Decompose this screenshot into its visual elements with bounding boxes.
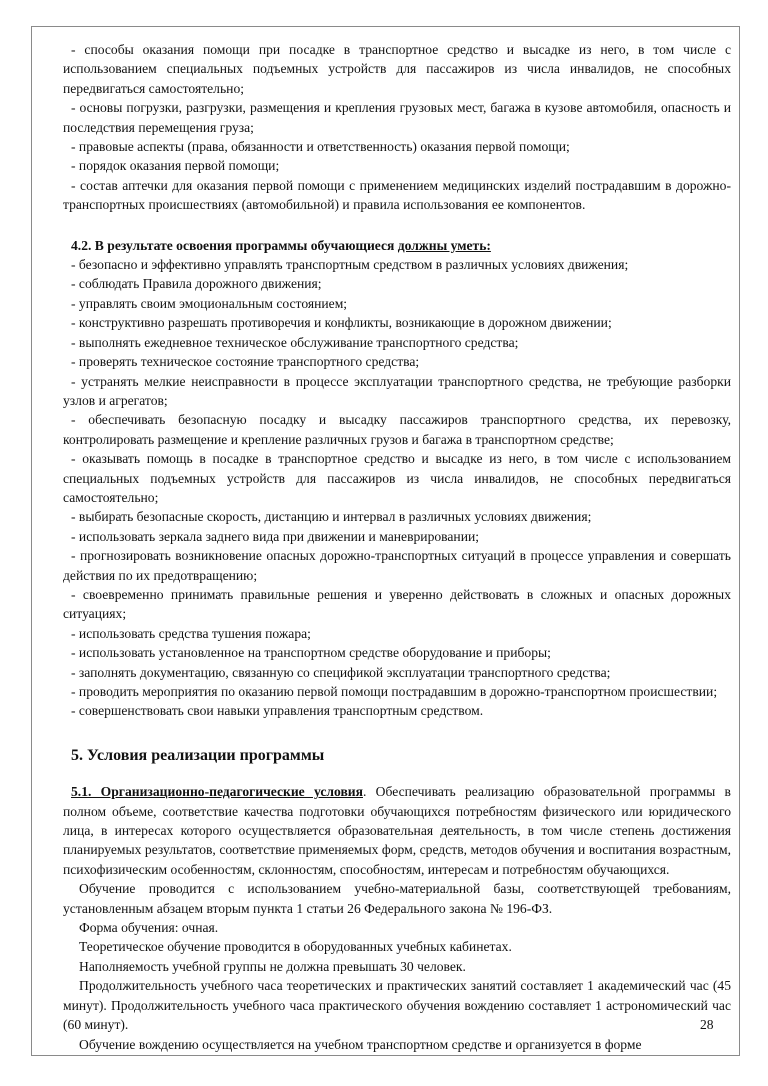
list-item: - правовые аспекты (права, обязанности и ответственность) оказания первой помощи; <box>71 139 570 155</box>
section-5-title: 5. Условия реализации программы <box>71 746 325 764</box>
paragraph: Обучение проводится с использованием учебно-материальной базы, соответствующей требованиям, установленным абзацем вторым пункта 1 статьи 26 Федерального закона № 196-ФЗ. <box>63 881 731 916</box>
list-item: - выполнять ежедневное техническое обслуживание транспортного средства; <box>71 334 519 350</box>
heading-underlined-text: должны уметь: <box>397 237 491 253</box>
list-item: - соблюдать Правила дорожного движения; <box>71 276 322 292</box>
list-item: - совершенствовать свои навыки управления транспортным средством. <box>71 703 484 719</box>
paragraph: Наполняемость учебной группы не должна превышать 30 человек. <box>79 958 466 974</box>
section-5-1-paragraph <box>63 782 731 879</box>
list-item: - заполнять документацию, связанную со спецификой эксплуатации транспортного средства; <box>71 664 611 680</box>
list-item: - управлять своим эмоциональным состоянием; <box>71 295 348 311</box>
document-body <box>63 40 731 1054</box>
list-item: - использовать зеркала заднего вида при движении и маневрировании; <box>71 528 480 544</box>
list-item: - основы погрузки, разгрузки, размещения и крепления грузовых мест, багажа в кузове автомобиля, опасность и последствия перемещения груза; <box>63 100 731 135</box>
paragraph: Теоретическое обучение проводится в оборудованных учебных кабинетах. <box>79 939 512 955</box>
list-item: - своевременно принимать правильные решения и уверенно действовать в сложных и опасных дорожных ситуациях; <box>63 586 731 622</box>
paragraph: Форма обучения: очная. <box>79 920 219 936</box>
page-number: 28 <box>700 1017 714 1032</box>
heading-text: 4.2. В результате освоения программы обучающиеся <box>71 237 398 253</box>
list-item: - обеспечивать безопасную посадку и высадку пассажиров транспортного средства, их перевозку, контролировать размещение и крепление различных грузов и багажа в транспортном средстве; <box>63 412 731 447</box>
list-item: - использовать установленное на транспортном средстве оборудование и приборы; <box>71 645 551 661</box>
list-item: - проверять техническое состояние транспортного средства; <box>71 354 420 370</box>
list-item: - использовать средства тушения пожара; <box>71 625 311 641</box>
list-item: - выбирать безопасные скорость, дистанцию и интервал в различных условиях движения; <box>71 509 592 525</box>
list-item: - конструктивно разрешать противоречия и конфликты, возникающие в дорожном движении; <box>71 315 612 331</box>
list-item: - безопасно и эффективно управлять транспортным средством в различных условиях движения; <box>71 257 629 273</box>
list-item: - состав аптечки для оказания первой помощи с применением медицинских изделий пострадавшим в дорожно-транспортных происшествиях (автомобильной) и правила использования ее компонентов. <box>63 177 731 213</box>
paragraph: Продолжительность учебного часа теоретических и практических занятий составляет 1 академический час (45 минут). Продолжительность учебного часа практического обучения вождению составляет 1 астрономический час (60 минут). <box>63 978 731 1033</box>
list-item: - способы оказания помощи при посадке в транспортное средство и высадке из него, в том числе с использованием специальных подъемных устройств для пассажиров из числа инвалидов, не способных передвигаться самостоятельно; <box>63 42 731 96</box>
list-item: - оказывать помощь в посадке в транспортное средство и высадке из него, в том числе с использованием специальных подъемных устройств для пассажиров из числа инвалидов, не способных передвигаться самостоятельно; <box>63 451 731 505</box>
list-item: - прогнозировать возникновение опасных дорожно-транспортных ситуаций в процессе управления и совершать действия по их предотвращению; <box>63 548 731 583</box>
paragraph: Обучение вождению осуществляется на учебном транспортном средстве и организуется в форме <box>79 1036 642 1052</box>
section-4-2-heading <box>63 236 731 255</box>
list-item: - проводить мероприятия по оказанию первой помощи пострадавшим в дорожно-транспортном происшествии; <box>71 684 718 699</box>
section-5-1-text: . Обеспечивать реализацию образовательной программы в полном объеме, соответствие качества подготовки обучающихся потребностям физического или юридического лица, в интересах которого осуществляется образовательная деятельность, в том числе степень достижения планируемых результатов, соответствие применяемых форм, средств, методов обучения и воспитания возрастным, психофизическим особенностям, склонностям, способностям, интересам и потребностям обучающихся. <box>63 784 731 877</box>
section-5-1-title: 5.1. Организационно-педагогические условия <box>71 784 363 800</box>
list-item: - устранять мелкие неисправности в процессе эксплуатации транспортного средства, не требующие разборки узлов и агрегатов; <box>63 373 731 408</box>
list-item: - порядок оказания первой помощи; <box>71 158 280 174</box>
